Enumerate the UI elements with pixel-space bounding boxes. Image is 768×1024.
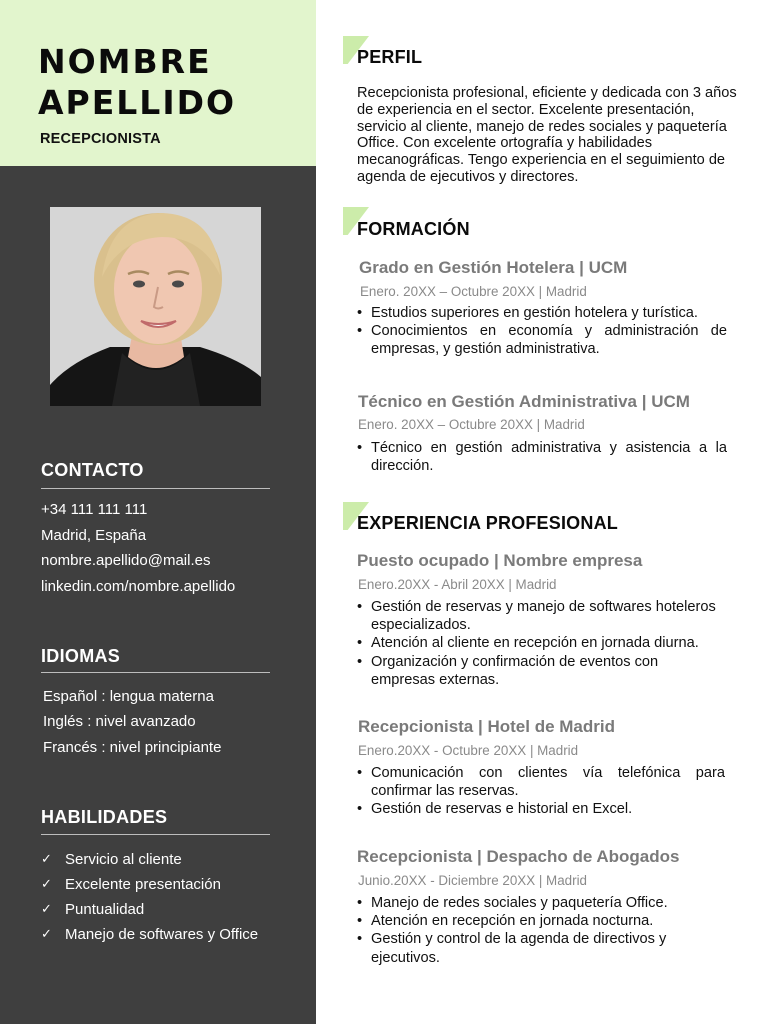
skills-divider bbox=[41, 834, 270, 835]
languages-divider bbox=[41, 672, 270, 673]
education-heading: FORMACIÓN bbox=[357, 219, 470, 239]
experience-bullets bbox=[357, 894, 707, 967]
contact-divider bbox=[41, 488, 270, 489]
list-item: • Manejo de redes sociales y paquetería Office. bbox=[357, 894, 707, 912]
contact-location: Madrid, España bbox=[41, 527, 147, 544]
list-item: • Gestión y control de la agenda de directivos y ejecutivos. bbox=[357, 930, 707, 966]
skill-item: Servicio al cliente bbox=[65, 851, 182, 868]
experience-title: Recepcionista | Hotel de Madrid bbox=[358, 717, 615, 736]
list-item: • Gestión de reservas y manejo de softwares hoteleros especializados. bbox=[357, 598, 717, 634]
job-title: RECEPCIONISTA bbox=[40, 131, 161, 147]
experience-heading: EXPERIENCIA PROFESIONAL bbox=[357, 513, 618, 533]
contact-linkedin: linkedin.com/nombre.apellido bbox=[41, 578, 236, 595]
name-header bbox=[0, 0, 316, 166]
check-icon: ✓ bbox=[41, 901, 52, 916]
education-title: Grado en Gestión Hotelera | UCM bbox=[359, 258, 628, 277]
check-icon: ✓ bbox=[41, 851, 52, 866]
profile-text: Recepcionista profesional, eficiente y dedicada con 3 años de experiencia en el sector. Excelente presentación, servicio al cliente, manejo de redes sociales y paquetería Office. Con excelente ortografía y habilidades mecanográficas. Tengo experiencia en el seguimiento de agenda de ejecutivos y directores. bbox=[357, 85, 737, 185]
contact-email: nombre.apellido@mail.es bbox=[41, 552, 211, 569]
education-bullets bbox=[357, 304, 727, 359]
experience-bullets bbox=[357, 764, 725, 819]
experience-date: Enero.20XX - Abril 20XX | Madrid bbox=[358, 577, 557, 592]
experience-title: Recepcionista | Despacho de Abogados bbox=[357, 847, 680, 866]
languages-heading: IDIOMAS bbox=[41, 646, 121, 666]
experience-date: Enero.20XX - Octubre 20XX | Madrid bbox=[358, 743, 579, 758]
education-date: Enero. 20XX – Octubre 20XX | Madrid bbox=[358, 417, 585, 432]
language-item: Inglés : nivel avanzado bbox=[43, 713, 196, 730]
contact-heading: CONTACTO bbox=[41, 460, 144, 480]
skills-heading: HABILIDADES bbox=[41, 807, 168, 827]
language-item: Español : lengua materna bbox=[43, 688, 214, 705]
skill-item: Puntualidad bbox=[65, 901, 145, 918]
education-title: Técnico en Gestión Administrativa | UCM bbox=[358, 392, 690, 411]
experience-bullets bbox=[357, 598, 717, 689]
list-item: • Atención en recepción en jornada nocturna. bbox=[357, 912, 707, 930]
list-item: • Gestión de reservas e historial en Excel. bbox=[357, 800, 725, 818]
list-item: • Conocimientos en economía y administración de empresas, y gestión administrativa. bbox=[357, 322, 727, 358]
first-name: NOMBRE bbox=[38, 42, 212, 81]
list-item: • Atención al cliente en recepción en jornada diurna. bbox=[357, 634, 717, 652]
list-item: • Técnico en gestión administrativa y asistencia a la dirección. bbox=[357, 439, 727, 475]
list-item: • Estudios superiores en gestión hotelera y turística. bbox=[357, 304, 727, 322]
experience-date: Junio.20XX - Diciembre 20XX | Madrid bbox=[358, 873, 587, 888]
last-name: APELLIDO bbox=[38, 83, 237, 122]
list-item: • Comunicación con clientes vía telefónica para confirmar las reservas. bbox=[357, 764, 725, 800]
check-icon: ✓ bbox=[41, 876, 52, 891]
profile-photo bbox=[50, 207, 261, 406]
check-icon: ✓ bbox=[41, 926, 52, 941]
list-item: • Organización y confirmación de eventos con empresas externas. bbox=[357, 653, 717, 689]
skill-item: Manejo de softwares y Office bbox=[65, 926, 259, 943]
experience-title: Puesto ocupado | Nombre empresa bbox=[357, 551, 643, 570]
contact-phone: +34 111 111 111 bbox=[41, 501, 148, 518]
education-date: Enero. 20XX – Octubre 20XX | Madrid bbox=[360, 284, 587, 299]
skill-item: Excelente presentación bbox=[65, 876, 221, 893]
portrait-image bbox=[50, 207, 261, 406]
profile-heading: PERFIL bbox=[357, 47, 423, 67]
language-item: Francés : nivel principiante bbox=[43, 739, 222, 756]
education-bullets bbox=[357, 439, 727, 475]
